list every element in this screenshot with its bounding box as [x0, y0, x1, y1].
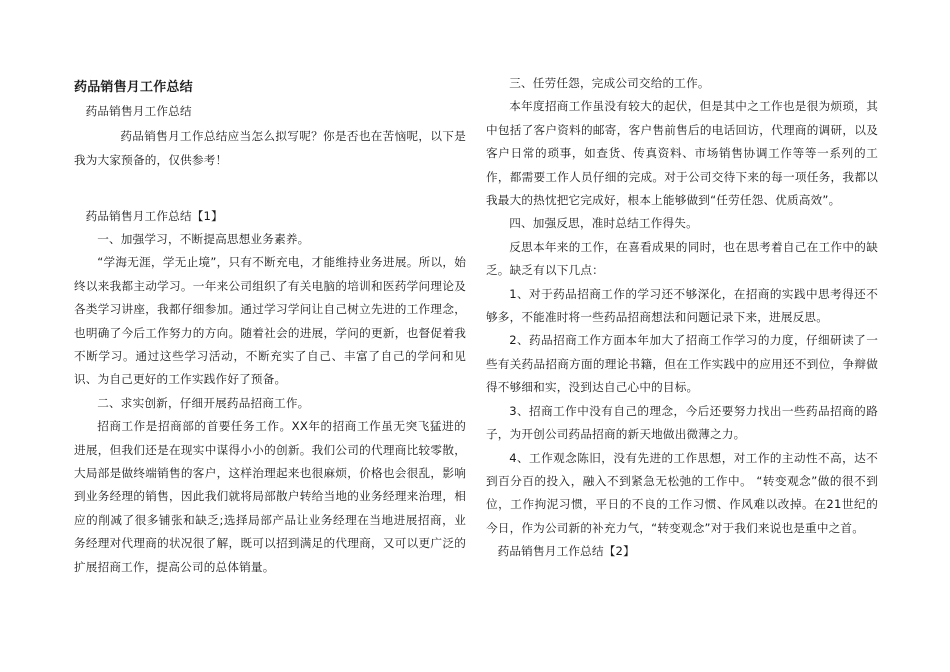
document-subtitle: 药品销售月工作总结	[85, 104, 192, 118]
paragraph-3: 本年度招商工作虽没有较大的起伏，但是其中之工作也是很为烦琐，其中包括了客户资料的邮寄，客户售前售后的电话回访，代理商的调研，以及客户日常的琐事，如查货、传真资料、市场销售协调工作等等一系列的工作，都需要工作人员仔细的完成。对于公司交待下来的每一项任务，我都以我最大的热忱把它完成好，根本上能够做到“任劳任怨、优质高效”。	[486, 99, 878, 208]
list-item-2: 2、药品招商工作方面本年加大了招商工作学习的力度，仔细研读了一些有关药品招商方面的理论书籍，但在工作实践中的应用还不到位，争辩做得不够细和实，没到达自己心中的目标。	[486, 333, 878, 395]
paragraph-2: 招商工作是招商部的首要任务工作。XX年的招商工作虽无突飞猛进的进展，但我们还是在现实中谋得小小的创新。我们公司的代理商比较零散，大局部是做终端销售的客户，这样治理起来也很麻烦，价格也会很乱，影响到业务经理的销售，因此我们就将局部散户转给当地的业务经理来治理，相应的削减了很多铺张和缺乏;选择局部产品让业务经理在当地进展招商，业务经理对代理商的状况很了解，既可以招到满足的代理商，又可以更广泛的扩展招商工作，提高公司的总体销量。	[74, 419, 466, 574]
intro-paragraph: 药品销售月工作总结应当怎么拟写呢？你是否也在苦恼呢，以下是我为大家预备的，仅供参考！	[74, 129, 466, 167]
section-2-title: 药品销售月工作总结【2】	[497, 544, 635, 559]
paragraph-4: 反思本年来的工作，在喜看成果的同时，也在思考着自己在工作中的缺乏。缺乏有以下几点：	[486, 239, 878, 278]
list-item-1: 1、对于药品招商工作的学习还不够深化，在招商的实践中思考得还不够多，不能准时将一些药品招商想法和问题记录下来，进展反思。	[486, 286, 878, 325]
heading-2: 二、求实创新，仔细开展药品招商工作。	[97, 395, 310, 410]
list-item-3: 3、招商工作中没有自己的理念，今后还要努力找出一些药品招商的路子，为开创公司药品招商的新天地做出微薄之力。	[486, 403, 878, 442]
heading-4: 四、加强反思，准时总结工作得失。	[509, 216, 698, 231]
paragraph-1: “学海无涯，学无止境”，只有不断充电，才能维持业务进展。所以，始终以来我都主动学习。一年来公司组织了有关电脑的培训和医药学问理论及各类学习讲座，我都仔细参加。通过学习学问让自己树立先进的工作理念，也明确了今后工作努力的方向。随着社会的进展，学问的更新，也督促着我不断学习。通过这些学习活动，不断充实了自己、丰富了自己的学问和见识、为自己更好的工作实践作好了预备。	[74, 255, 466, 387]
heading-1: 一、加强学习，不断提高思想业务素养。	[97, 232, 310, 247]
heading-3: 三、任劳任怨，完成公司交给的工作。	[509, 76, 710, 90]
list-item-4: 4、工作观念陈旧，没有先进的工作思想，对工作的主动性不高，达不到百分百的投入，融入不到紧急无松弛的工作中。 “转变观念”做的很不到位，工作拘泥习惯，平日的不良的工作习惯、作风难以改掉。在21世纪的今日，作为公司新的补充力气，“转变观念”对于我们来说也是重中之首。	[486, 450, 878, 535]
document-title: 药品销售月工作总结	[74, 80, 193, 95]
section-1-title: 药品销售月工作总结【1】	[85, 208, 223, 223]
